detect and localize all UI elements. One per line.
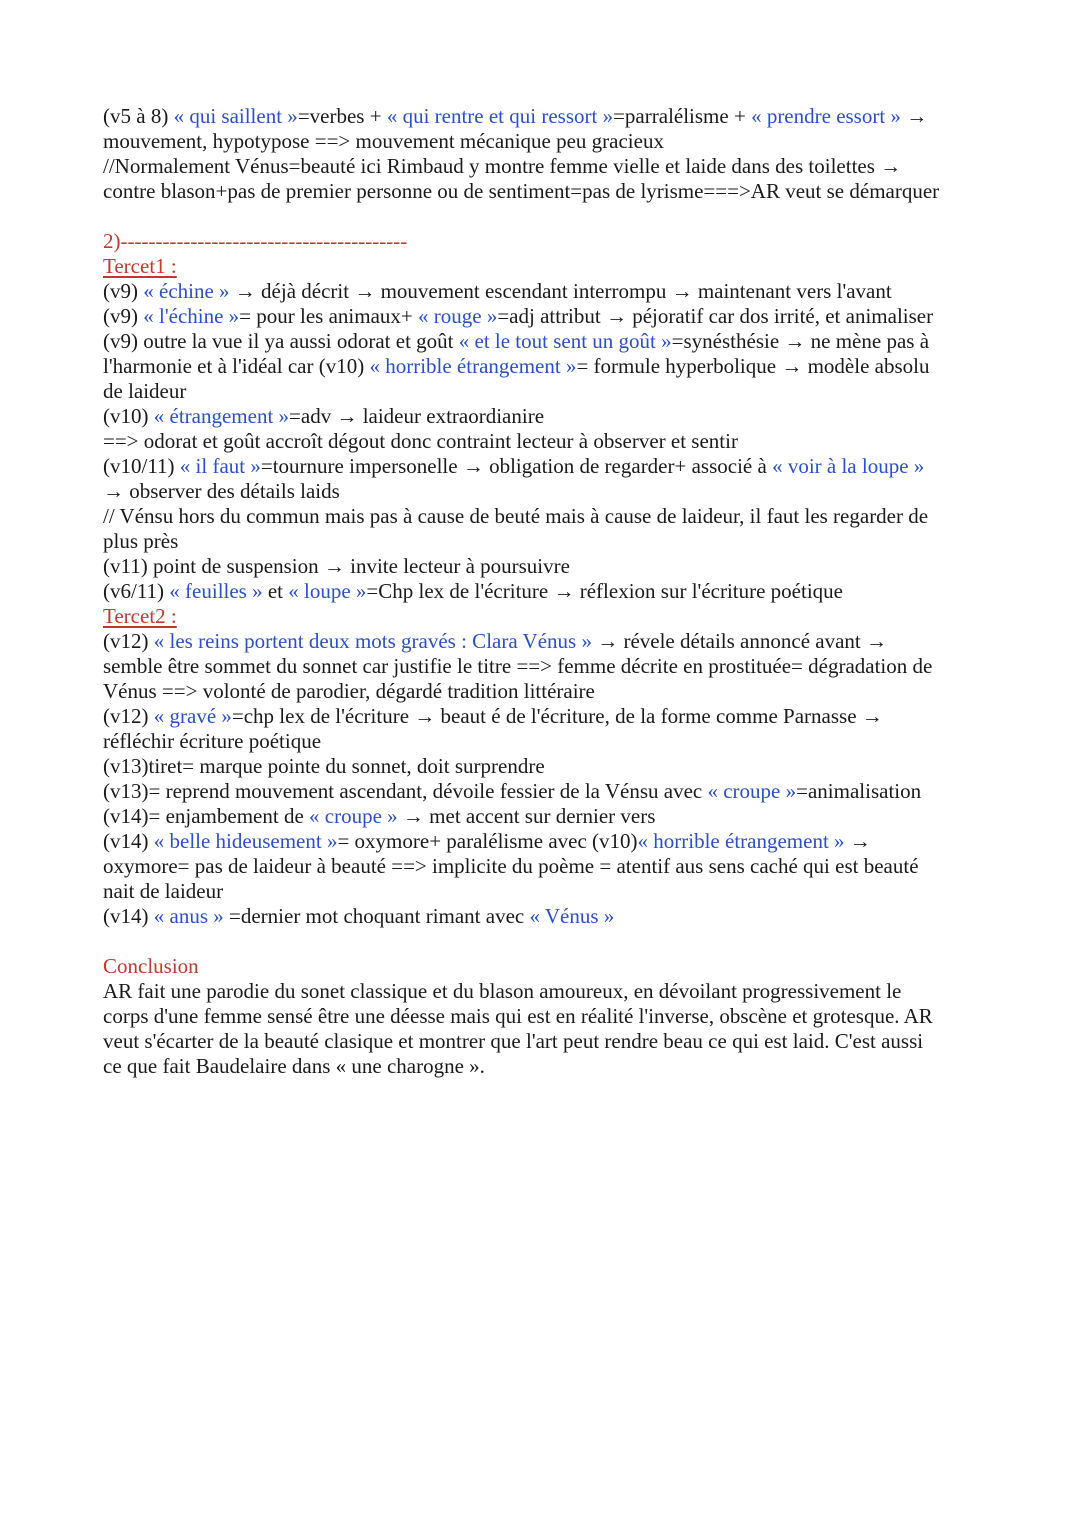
text-run: =Chp lex de l'écriture → réflexion sur l'écriture poétique	[366, 579, 843, 603]
quote-run: « prendre essort »	[751, 104, 901, 128]
text-line	[103, 629, 983, 654]
text-line	[103, 329, 983, 354]
text-run: →	[900, 104, 928, 128]
text-run: =verbes +	[297, 104, 387, 128]
text-run: (v6/11)	[103, 579, 170, 603]
text-run: =synésthésie → ne mène pas à	[671, 329, 930, 353]
text-line	[103, 829, 983, 854]
text-run: =parralélisme +	[613, 104, 752, 128]
text-line	[103, 679, 983, 704]
text-run: Vénus ==> volonté de parodier, dégardé tradition littéraire	[103, 679, 595, 703]
text-line	[103, 654, 983, 679]
text-line	[103, 554, 983, 579]
intro-section	[103, 104, 983, 204]
quote-run: « croupe »	[309, 804, 398, 828]
text-run: →	[844, 829, 871, 853]
text-line	[103, 354, 983, 379]
text-run: (v10)	[103, 404, 154, 428]
text-run: =tournure impersonelle → obligation de regarder+ associé à	[260, 454, 773, 478]
text-run: oxymore= pas de laideur à beauté ==> implicite du poème = atentif aus sens caché qui est beauté	[103, 854, 919, 878]
text-run: (v9) outre la vue il ya aussi odorat et goût	[103, 329, 459, 353]
text-line	[103, 279, 983, 304]
quote-run: « étrangement »	[153, 404, 290, 428]
text-line	[103, 879, 983, 904]
conclusion-section	[103, 979, 983, 1079]
text-line	[103, 979, 983, 1004]
quote-run: « échine »	[143, 279, 230, 303]
text-run: (v9)	[103, 304, 144, 328]
text-run: =dernier mot choquant rimant avec	[223, 904, 530, 928]
spacer	[103, 929, 983, 954]
text-line	[103, 579, 983, 604]
text-run: (v12)	[103, 629, 154, 653]
quote-run: « voir à la loupe »	[772, 454, 925, 478]
tercet2-heading: Tercet2 :	[103, 604, 177, 628]
text-run: corps d'une femme sensé être une déesse mais qui est en réalité l'inverse, obscène et grotesque. AR	[103, 1004, 933, 1028]
text-line	[103, 854, 983, 879]
text-run: = oxymore+ paralélisme avec (v10)	[337, 829, 638, 853]
text-line	[103, 479, 983, 504]
text-line	[103, 1054, 983, 1079]
conclusion-heading: Conclusion	[103, 954, 199, 978]
text-run: de laideur	[103, 379, 187, 403]
text-run: réfléchir écriture poétique	[103, 729, 322, 753]
quote-run: « gravé »	[153, 704, 232, 728]
text-run: ==> odorat et goût accroît dégout donc contraint lecteur à observer et sentir	[103, 429, 738, 453]
text-run: = pour les animaux+	[239, 304, 418, 328]
text-line	[103, 429, 983, 454]
text-run: (v13)tiret= marque pointe du sonnet, doit surprendre	[103, 754, 545, 778]
text-run: =adv → laideur extraordianire	[289, 404, 545, 428]
text-run: → révele détails annoncé avant →	[591, 629, 887, 653]
quote-run: « belle hideusement »	[153, 829, 338, 853]
text-run: (v10/11)	[103, 454, 180, 478]
text-run: et	[262, 579, 289, 603]
quote-run: « et le tout sent un goût »	[458, 329, 672, 353]
text-line	[103, 104, 983, 129]
quote-run: « Vénus »	[529, 904, 615, 928]
quote-run: « qui rentre et qui ressort »	[386, 104, 614, 128]
text-run: (v5 à 8)	[103, 104, 174, 128]
part-2-marker: 2)-----------------------------------------	[103, 229, 408, 253]
text-line	[103, 729, 983, 754]
text-line	[103, 1004, 983, 1029]
text-run: semble être sommet du sonnet car justifie le titre ==> femme décrite en prostituée= dégradation de	[103, 654, 933, 678]
text-run: ce que fait Baudelaire dans « une charogne ».	[103, 1054, 485, 1078]
text-run: (v14)	[103, 904, 154, 928]
quote-run: « croupe »	[707, 779, 797, 803]
text-line	[103, 379, 983, 404]
quote-run: « qui saillent »	[173, 104, 298, 128]
quote-run: « horrible étrangement »	[369, 354, 577, 378]
text-run: (v9)	[103, 279, 144, 303]
text-run: (v14)= enjambement de	[103, 804, 310, 828]
text-run: (v11) point de suspension → invite lecteur à poursuivre	[103, 554, 570, 578]
text-line	[103, 904, 983, 929]
text-line	[103, 129, 983, 154]
quote-run: « loupe »	[288, 579, 367, 603]
text-run: =chp lex de l'écriture → beaut é de l'écriture, de la forme comme Parnasse →	[231, 704, 883, 728]
text-line	[103, 804, 983, 829]
tercet1-heading: Tercet1 :	[103, 254, 177, 278]
text-line	[103, 529, 983, 554]
document-body	[103, 104, 983, 1079]
text-line	[103, 304, 983, 329]
text-run: nait de laideur	[103, 879, 224, 903]
tercet1-section	[103, 279, 983, 604]
text-line	[103, 779, 983, 804]
text-run: AR fait une parodie du sonet classique et du blason amoureux, en dévoilant progressivement le	[103, 979, 902, 1003]
quote-run: « l'échine »	[143, 304, 240, 328]
text-line	[103, 504, 983, 529]
text-run: contre blason+pas de premier personne ou de sentiment=pas de lyrisme===>AR veut se démarquer	[103, 179, 940, 203]
spacer	[103, 204, 983, 229]
text-line	[103, 154, 983, 179]
text-line	[103, 704, 983, 729]
text-line	[103, 454, 983, 479]
text-run: → déjà décrit → mouvement escendant interrompu → maintenant vers l'avant	[229, 279, 892, 303]
text-run: = formule hyperbolique → modèle absolu	[576, 354, 930, 378]
quote-run: « horrible étrangement »	[637, 829, 845, 853]
text-run: (v14)	[103, 829, 154, 853]
text-run: //Normalement Vénus=beauté ici Rimbaud y montre femme vielle et laide dans des toilettes →	[103, 154, 902, 178]
text-run: veut s'écarter de la beauté clasique et montrer que l'art peut rendre beau ce qui est laid. C'est aussi	[103, 1029, 924, 1053]
text-run: mouvement, hypotypose ==> mouvement mécanique peu gracieux	[103, 129, 664, 153]
text-run: → observer des détails laids	[103, 479, 340, 503]
quote-run: « les reins portent deux mots gravés : Clara Vénus »	[153, 629, 592, 653]
text-run: l'harmonie et à l'idéal car (v10)	[103, 354, 370, 378]
text-line	[103, 754, 983, 779]
text-line	[103, 404, 983, 429]
quote-run: « anus »	[153, 904, 224, 928]
tercet2-section	[103, 629, 983, 929]
text-run: =animalisation	[796, 779, 922, 803]
text-line	[103, 1029, 983, 1054]
quote-run: « il faut »	[179, 454, 261, 478]
text-line	[103, 179, 983, 204]
quote-run: « feuilles »	[169, 579, 263, 603]
text-run: =adj attribut → péjoratif car dos irrité, et animaliser	[497, 304, 934, 328]
text-run: (v13)= reprend mouvement ascendant, dévoile fessier de la Vénsu avec	[103, 779, 708, 803]
text-run: plus près	[103, 529, 179, 553]
text-run: → met accent sur dernier vers	[397, 804, 656, 828]
quote-run: « rouge »	[418, 304, 498, 328]
text-run: (v12)	[103, 704, 154, 728]
text-run: // Vénsu hors du commun mais pas à cause de beuté mais à cause de laideur, il faut les regarder de	[103, 504, 929, 528]
